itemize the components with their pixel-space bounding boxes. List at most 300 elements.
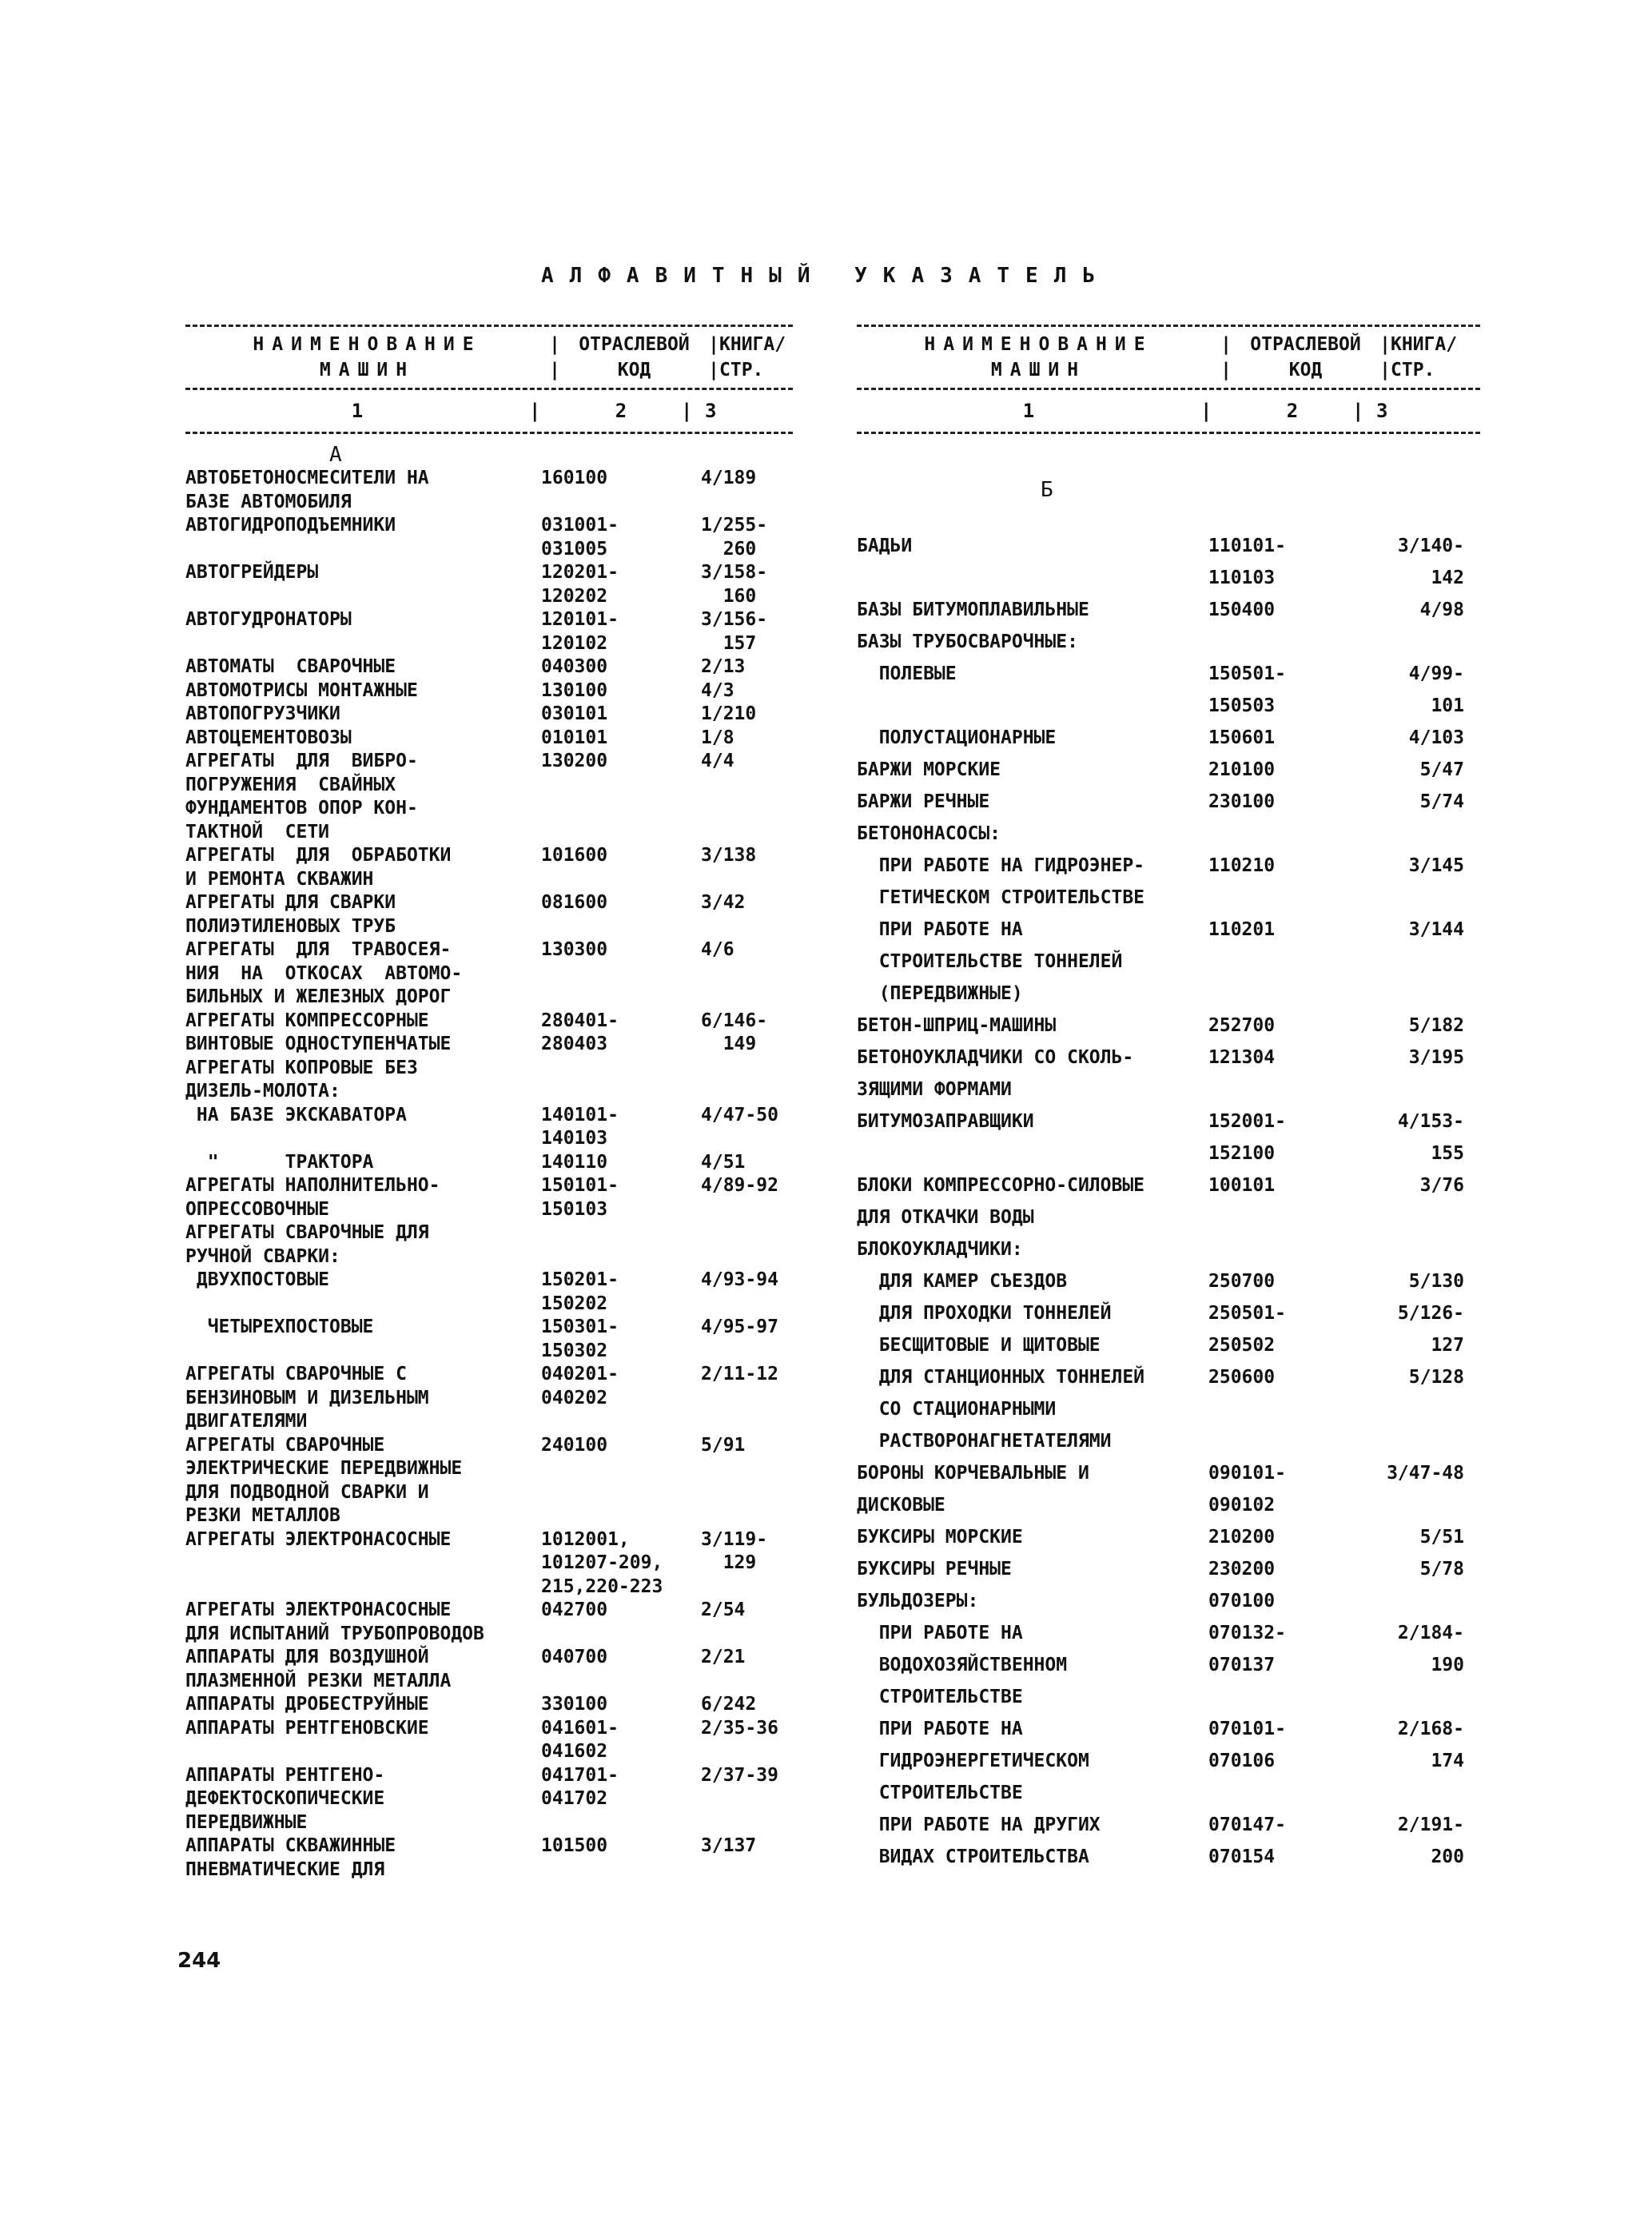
index-row xyxy=(185,1646,793,1670)
index-row xyxy=(185,1552,793,1576)
machine-name: НИЯ НА ОТКОСАХ АВТОМО- xyxy=(185,962,463,984)
index-row xyxy=(185,1717,793,1741)
industry-code: 215,220-223 xyxy=(541,1576,663,1597)
machine-name: АГРЕГАТЫ ДЛЯ СВАРКИ xyxy=(185,892,396,913)
index-row xyxy=(185,1269,793,1293)
machine-name: АВТОБЕТОНОСМЕСИТЕЛИ НА xyxy=(185,468,429,488)
machine-name: ДВИГАТЕЛЯМИ xyxy=(185,1411,308,1432)
machine-name: ДЛЯ ИСПЫТАНИЙ ТРУБОПРОВОДОВ xyxy=(185,1623,484,1644)
industry-code: 041601- xyxy=(541,1717,619,1739)
index-row xyxy=(185,750,793,774)
industry-code xyxy=(541,774,701,798)
index-row xyxy=(185,1434,793,1458)
book-page xyxy=(701,1623,793,1647)
book-page xyxy=(1376,1681,1480,1713)
machine-name: БАРЖИ МОРСКИЕ xyxy=(857,759,1001,780)
industry-code: 140103 xyxy=(541,1128,608,1149)
index-row xyxy=(857,1553,1480,1585)
book-page xyxy=(701,1127,793,1151)
column-number-1: 1 xyxy=(1022,400,1035,422)
index-row xyxy=(857,1106,1480,1137)
industry-code xyxy=(1208,882,1376,914)
industry-code: 140110 xyxy=(541,1151,608,1173)
book-page: 1/8 xyxy=(701,727,734,748)
index-row xyxy=(185,1599,793,1623)
book-page: 4/89-92 xyxy=(701,1175,778,1196)
machine-name: ДЛЯ СТАНЦИОННЫХ ТОННЕЛЕЙ xyxy=(857,1367,1145,1388)
industry-code xyxy=(1208,1425,1376,1457)
machine-name xyxy=(185,1740,541,1764)
book-page xyxy=(701,1245,793,1269)
machine-name: БАЗЫ БИТУМОПЛАВИЛЬНЫЕ xyxy=(857,600,1089,620)
index-row xyxy=(185,1858,793,1882)
index-row xyxy=(857,1681,1480,1713)
book-page xyxy=(1376,1074,1480,1106)
industry-code: 101207-209, xyxy=(541,1552,663,1573)
industry-code: 110103 xyxy=(1208,568,1276,588)
book-page: 101 xyxy=(1431,695,1464,716)
machine-name: ПЛАЗМЕННОЙ РЕЗКИ МЕТАЛЛА xyxy=(185,1670,452,1691)
index-row xyxy=(857,658,1480,690)
industry-code: 280403 xyxy=(541,1034,608,1054)
book-page: 190 xyxy=(1431,1655,1464,1675)
index-column-right xyxy=(857,320,1480,1873)
machine-name: БУЛЬДОЗЕРЫ: xyxy=(857,1591,979,1611)
industry-code xyxy=(541,915,701,939)
machine-name: АГРЕГАТЫ ДЛЯ ВИБРО- xyxy=(185,751,418,771)
index-row xyxy=(185,727,793,751)
book-page xyxy=(1376,818,1480,850)
machine-name: АВТОГРЕЙДЕРЫ xyxy=(185,562,319,583)
table-header: НАИМЕНОВАНИЕ МАШИН | | ОТРАСЛЕВОЙ КОД | | КНИГА/ СТР. xyxy=(185,332,793,383)
book-page: 3/137 xyxy=(701,1835,757,1856)
industry-code: 330100 xyxy=(541,1694,608,1715)
index-row xyxy=(185,1740,793,1764)
index-row xyxy=(185,962,793,986)
industry-code: 121304 xyxy=(1208,1047,1276,1068)
machine-name: ПОГРУЖЕНИЯ СВАЙНЫХ xyxy=(185,774,396,795)
machine-name: БАДЬИ xyxy=(857,536,913,556)
index-row xyxy=(185,491,793,515)
industry-code: 130300 xyxy=(541,939,608,960)
machine-name: АГРЕГАТЫ ДЛЯ ОБРАБОТКИ xyxy=(185,845,452,866)
machine-name: АВТОМАТЫ СВАРОЧНЫЕ xyxy=(185,656,396,677)
index-row xyxy=(185,844,793,868)
book-page xyxy=(1376,1393,1480,1425)
industry-code xyxy=(1208,1074,1376,1106)
industry-code: 070147- xyxy=(1208,1815,1286,1835)
index-row xyxy=(857,1137,1480,1169)
book-page: 3/47-48 xyxy=(1387,1463,1464,1484)
divider xyxy=(857,388,1480,390)
header-book-line2: СТР. xyxy=(1391,360,1435,380)
machine-name: БИТУМОЗАПРАВЩИКИ xyxy=(857,1111,1034,1132)
machine-name: ТАКТНОЙ СЕТИ xyxy=(185,821,330,843)
machine-name: АГРЕГАТЫ ЭЛЕКТРОНАСОСНЫЕ xyxy=(185,1528,452,1550)
book-page xyxy=(1376,1489,1480,1521)
machine-name: РЕЗКИ МЕТАЛЛОВ xyxy=(185,1505,340,1526)
industry-code: 042700 xyxy=(541,1600,608,1620)
machine-name: НА БАЗЕ ЭКСКАВАТОРА xyxy=(185,1104,407,1125)
machine-name: СТРОИТЕЛЬСТВЕ xyxy=(857,1783,1023,1803)
industry-code: 140101- xyxy=(541,1104,619,1125)
industry-code: 210200 xyxy=(1208,1527,1276,1548)
book-page: 129 xyxy=(701,1552,757,1573)
machine-name: ПОЛЕВЫЕ xyxy=(857,663,957,684)
industry-code xyxy=(541,1504,701,1528)
book-page xyxy=(1376,626,1480,658)
industry-code: 070106 xyxy=(1208,1751,1276,1771)
index-row xyxy=(185,1764,793,1788)
book-page: 174 xyxy=(1431,1751,1464,1771)
machine-name xyxy=(185,1552,541,1576)
header-name-line2: МАШИН xyxy=(990,360,1087,380)
machine-name: ПОЛУСТАЦИОНАРНЫЕ xyxy=(857,727,1057,748)
industry-code: 152100 xyxy=(1208,1143,1276,1164)
table-header: НАИМЕНОВАНИЕ МАШИН | | ОТРАСЛЕВОЙ КОД | | КНИГА/ СТР. xyxy=(857,332,1480,383)
industry-code: 210100 xyxy=(1208,759,1276,780)
index-row xyxy=(857,1425,1480,1457)
industry-code: 1012001, xyxy=(541,1528,630,1550)
index-row xyxy=(857,1489,1480,1521)
book-page: 4/51 xyxy=(701,1151,746,1173)
book-page xyxy=(701,1457,793,1481)
machine-name: (ПЕРЕДВИЖНЫЕ) xyxy=(857,983,1023,1004)
machine-name xyxy=(185,1127,541,1151)
index-row xyxy=(857,1809,1480,1841)
machine-name: СО СТАЦИОНАРНЫМИ xyxy=(857,1399,1057,1420)
book-page: 3/144 xyxy=(1408,919,1464,940)
machine-name: АГРЕГАТЫ ЭЛЕКТРОНАСОСНЫЕ xyxy=(185,1600,452,1620)
machine-name: АВТОЦЕМЕНТОВОЗЫ xyxy=(185,727,352,748)
header-book-line2: СТР. xyxy=(719,360,764,380)
header-name-line2: МАШИН xyxy=(319,360,416,380)
index-column-left xyxy=(185,320,793,1882)
industry-code: 150501- xyxy=(1208,663,1286,684)
book-page xyxy=(701,1293,793,1317)
index-row xyxy=(857,914,1480,946)
index-row xyxy=(857,1201,1480,1233)
book-page: 6/242 xyxy=(701,1694,757,1715)
index-row xyxy=(857,1265,1480,1297)
machine-name: ЭЛЕКТРИЧЕСКИЕ ПЕРЕДВИЖНЫЕ xyxy=(185,1458,463,1479)
index-row xyxy=(185,1835,793,1858)
header-book-line1: КНИГА/ xyxy=(1391,334,1458,355)
machine-name: ПРИ РАБОТЕ НА xyxy=(857,919,1023,940)
machine-name: АППАРАТЫ РЕНТГЕНОВСКИЕ xyxy=(185,1717,429,1739)
industry-code: 250502 xyxy=(1208,1335,1276,1356)
book-page xyxy=(701,1410,793,1434)
machine-name: ДЛЯ ПРОХОДКИ ТОННЕЛЕЙ xyxy=(857,1303,1112,1324)
index-row xyxy=(857,1233,1480,1265)
column-number-3: 3 xyxy=(705,400,717,422)
book-page: 4/4 xyxy=(701,751,734,771)
industry-code: 010101 xyxy=(541,727,608,748)
book-page xyxy=(701,1740,793,1764)
machine-name: БАЗЫ ТРУБОСВАРОЧНЫЕ: xyxy=(857,631,1078,652)
book-page xyxy=(1376,882,1480,914)
book-page: 4/93-94 xyxy=(701,1269,778,1290)
book-page: 2/54 xyxy=(701,1600,746,1620)
index-row xyxy=(185,891,793,915)
header-code-line1: ОТРАСЛЕВОЙ xyxy=(1250,334,1361,355)
index-row xyxy=(857,1713,1480,1745)
book-page xyxy=(701,797,793,821)
machine-name xyxy=(185,1340,541,1364)
index-row xyxy=(185,1316,793,1340)
machine-name: АВТОГИДРОПОДЪЕМНИКИ xyxy=(185,515,396,536)
industry-code: 150201- xyxy=(541,1269,619,1290)
book-page: 4/153- xyxy=(1397,1111,1464,1132)
book-page: 3/119- xyxy=(701,1528,768,1550)
industry-code xyxy=(1208,1233,1376,1265)
machine-name: РУЧНОЙ СВАРКИ: xyxy=(185,1245,340,1267)
machine-name: БЕНЗИНОВЫМ И ДИЗЕЛЬНЫМ xyxy=(185,1387,429,1408)
book-page: 4/3 xyxy=(701,679,734,701)
industry-code: 070100 xyxy=(1208,1591,1276,1611)
index-row xyxy=(857,1297,1480,1329)
industry-code xyxy=(541,821,701,845)
machine-name xyxy=(857,562,1208,594)
index-row xyxy=(185,774,793,798)
book-page: 5/51 xyxy=(1419,1527,1464,1548)
machine-name: ПНЕВМАТИЧЕСКИЕ ДЛЯ xyxy=(185,1858,385,1880)
index-row xyxy=(185,1104,793,1128)
industry-code: 130100 xyxy=(541,679,608,701)
book-page xyxy=(701,1340,793,1364)
machine-name: АГРЕГАТЫ НАПОЛНИТЕЛЬНО- xyxy=(185,1175,440,1196)
book-page: 3/138 xyxy=(701,845,757,866)
book-page: 127 xyxy=(1431,1335,1464,1356)
industry-code xyxy=(541,797,701,821)
book-page: 5/128 xyxy=(1408,1367,1464,1388)
machine-name xyxy=(185,538,541,562)
machine-name: БАРЖИ РЕЧНЫЕ xyxy=(857,791,990,812)
book-page: 4/47-50 xyxy=(701,1104,778,1125)
book-page xyxy=(1376,946,1480,978)
index-row xyxy=(857,1841,1480,1873)
column-number-3: 3 xyxy=(1376,400,1388,422)
book-page xyxy=(701,1057,793,1081)
book-page: 4/103 xyxy=(1408,727,1464,748)
industry-code: 150503 xyxy=(1208,695,1276,716)
industry-code xyxy=(541,1481,701,1505)
book-page: 2/184- xyxy=(1397,1623,1464,1643)
book-page: 200 xyxy=(1431,1847,1464,1867)
book-page xyxy=(701,1858,793,1882)
book-page: 160 xyxy=(701,585,757,607)
column-numbers: 1 | 2 | 3 xyxy=(857,395,1480,427)
index-row xyxy=(857,882,1480,914)
index-row xyxy=(857,1585,1480,1617)
header-code-line1: ОТРАСЛЕВОЙ xyxy=(579,334,690,355)
index-row xyxy=(185,514,793,538)
machine-name xyxy=(185,585,541,609)
book-page xyxy=(701,962,793,986)
index-row xyxy=(185,1457,793,1481)
industry-code xyxy=(541,1245,701,1269)
section-letter: А xyxy=(329,443,342,467)
index-row xyxy=(185,1151,793,1175)
index-row xyxy=(185,1127,793,1151)
book-page: 2/21 xyxy=(701,1647,746,1667)
column-numbers: 1 | 2 | 3 xyxy=(185,395,793,427)
machine-name: АГРЕГАТЫ КОПРОВЫЕ БЕЗ xyxy=(185,1057,418,1078)
industry-code: 081600 xyxy=(541,892,608,913)
index-row xyxy=(857,1777,1480,1809)
index-row xyxy=(857,1393,1480,1425)
machine-name: АГРЕГАТЫ КОМПРЕССОРНЫЕ xyxy=(185,1010,429,1031)
machine-name: АППАРАТЫ ДЛЯ ВОЗДУШНОЙ xyxy=(185,1647,429,1667)
machine-name: ВОДОХОЗЯЙСТВЕННОМ xyxy=(857,1655,1068,1675)
machine-name xyxy=(857,690,1208,722)
machine-name: БОРОНЫ КОРЧЕВАЛЬНЫЕ И xyxy=(857,1463,1089,1484)
book-page xyxy=(1376,978,1480,1010)
book-page: 3/156- xyxy=(701,609,768,630)
index-row xyxy=(857,850,1480,882)
industry-code xyxy=(541,1057,701,1081)
book-page: 3/42 xyxy=(701,892,746,913)
industry-code: 101600 xyxy=(541,845,608,866)
book-page: 3/158- xyxy=(701,562,768,583)
machine-name: ВИНТОВЫЕ ОДНОСТУПЕНЧАТЫЕ xyxy=(185,1034,452,1054)
book-page xyxy=(701,1221,793,1245)
book-page: 5/74 xyxy=(1419,791,1464,812)
industry-code xyxy=(1208,1201,1376,1233)
machine-name: БУКСИРЫ РЕЧНЫЕ xyxy=(857,1559,1012,1580)
industry-code xyxy=(541,1410,701,1434)
machine-name: БЕСЩИТОВЫЕ И ЩИТОВЫЕ xyxy=(857,1335,1101,1356)
machine-name: ОПРЕССОВОЧНЫЕ xyxy=(185,1198,330,1220)
industry-code: 031005 xyxy=(541,538,608,560)
index-row xyxy=(185,1080,793,1104)
industry-code: 070101- xyxy=(1208,1719,1286,1739)
industry-code: 250600 xyxy=(1208,1367,1276,1388)
index-row xyxy=(185,1010,793,1034)
index-row xyxy=(185,821,793,845)
industry-code: 252700 xyxy=(1208,1015,1276,1036)
book-page: 1/210 xyxy=(701,703,757,724)
machine-name: ДЕФЕКТОСКОПИЧЕСКИЕ xyxy=(185,1788,385,1809)
book-page: 3/76 xyxy=(1419,1175,1464,1196)
book-page: 2/13 xyxy=(701,656,746,677)
book-page xyxy=(701,986,793,1010)
book-page: 149 xyxy=(701,1034,757,1054)
index-row xyxy=(185,467,793,491)
industry-code: 120202 xyxy=(541,585,608,607)
industry-code: 280401- xyxy=(541,1010,619,1031)
book-page: 2/37-39 xyxy=(701,1764,778,1786)
machine-name: ДИЗЕЛЬ-МОЛОТА: xyxy=(185,1081,340,1102)
index-row xyxy=(857,978,1480,1010)
industry-code: 110201 xyxy=(1208,919,1276,940)
machine-name: АГРЕГАТЫ СВАРОЧНЫЕ С xyxy=(185,1364,407,1384)
index-row xyxy=(185,1576,793,1600)
industry-code: 250501- xyxy=(1208,1303,1286,1324)
column-number-2: 2 xyxy=(615,400,627,422)
industry-code xyxy=(541,1670,701,1694)
index-row xyxy=(185,1623,793,1647)
index-row xyxy=(185,561,793,585)
index-row xyxy=(185,1787,793,1811)
machine-name: БУКСИРЫ МОРСКИЕ xyxy=(857,1527,1023,1548)
industry-code xyxy=(541,1080,701,1104)
header-book-line1: КНИГА/ xyxy=(719,334,786,355)
machine-name: ПРИ РАБОТЕ НА xyxy=(857,1623,1023,1643)
book-page xyxy=(1376,1425,1480,1457)
industry-code: 040202 xyxy=(541,1387,608,1408)
machine-name: " ТРАКТОРА xyxy=(185,1151,374,1173)
industry-code: 090102 xyxy=(1208,1495,1276,1516)
index-row xyxy=(857,722,1480,754)
book-page xyxy=(701,1387,793,1411)
industry-code xyxy=(1208,1681,1376,1713)
index-row xyxy=(185,538,793,562)
machine-name: ПРИ РАБОТЕ НА xyxy=(857,1719,1023,1739)
index-row xyxy=(857,786,1480,818)
machine-name: АГРЕГАТЫ СВАРОЧНЫЕ xyxy=(185,1434,385,1456)
machine-name: АГРЕГАТЫ ДЛЯ ТРАВОСЕЯ- xyxy=(185,939,452,960)
machine-name: ДИСКОВЫЕ xyxy=(857,1495,945,1516)
index-row xyxy=(857,562,1480,594)
industry-code: 040700 xyxy=(541,1647,608,1667)
index-row xyxy=(857,626,1480,658)
header-name-line1: НАИМЕНОВАНИЕ xyxy=(924,334,1153,355)
industry-code: 230200 xyxy=(1208,1559,1276,1580)
machine-name: АППАРАТЫ ДРОБЕСТРУЙНЫЕ xyxy=(185,1694,429,1715)
book-page xyxy=(701,1198,793,1222)
index-row xyxy=(857,1361,1480,1393)
industry-code: 040300 xyxy=(541,656,608,677)
industry-code xyxy=(541,868,701,892)
book-page xyxy=(1376,1777,1480,1809)
industry-code xyxy=(541,986,701,1010)
machine-name xyxy=(185,632,541,656)
industry-code: 120102 xyxy=(541,632,608,654)
book-page xyxy=(701,821,793,845)
machine-name: БАЗЕ АВТОМОБИЛЯ xyxy=(185,491,352,512)
industry-code xyxy=(1208,1393,1376,1425)
book-page xyxy=(701,491,793,515)
book-page xyxy=(1376,1201,1480,1233)
machine-name: РАСТВОРОНАГНЕТАТЕЛЯМИ xyxy=(857,1431,1112,1452)
index-row xyxy=(857,1074,1480,1106)
machine-name: ПЕРЕДВИЖНЫЕ xyxy=(185,1811,308,1833)
header-name-line1: НАИМЕНОВАНИЕ xyxy=(253,334,482,355)
book-page xyxy=(1376,1585,1480,1617)
index-row xyxy=(857,818,1480,850)
index-row xyxy=(185,938,793,962)
divider xyxy=(185,432,793,434)
machine-name: АГРЕГАТЫ СВАРОЧНЫЕ ДЛЯ xyxy=(185,1222,429,1243)
industry-code: 150601 xyxy=(1208,727,1276,748)
machine-name: БЛОКОУКЛАДЧИКИ: xyxy=(857,1239,1023,1260)
page-number: 244 xyxy=(177,1949,221,1973)
book-page xyxy=(701,1811,793,1835)
industry-code: 150103 xyxy=(541,1198,608,1220)
column-number-1: 1 xyxy=(351,400,364,422)
industry-code xyxy=(541,491,701,515)
industry-code xyxy=(541,1457,701,1481)
book-page xyxy=(1376,1233,1480,1265)
industry-code xyxy=(541,1221,701,1245)
index-row xyxy=(185,915,793,939)
index-row xyxy=(185,703,793,727)
divider xyxy=(185,388,793,390)
index-row xyxy=(857,1457,1480,1489)
index-row xyxy=(185,1481,793,1505)
book-page: 2/168- xyxy=(1397,1719,1464,1739)
